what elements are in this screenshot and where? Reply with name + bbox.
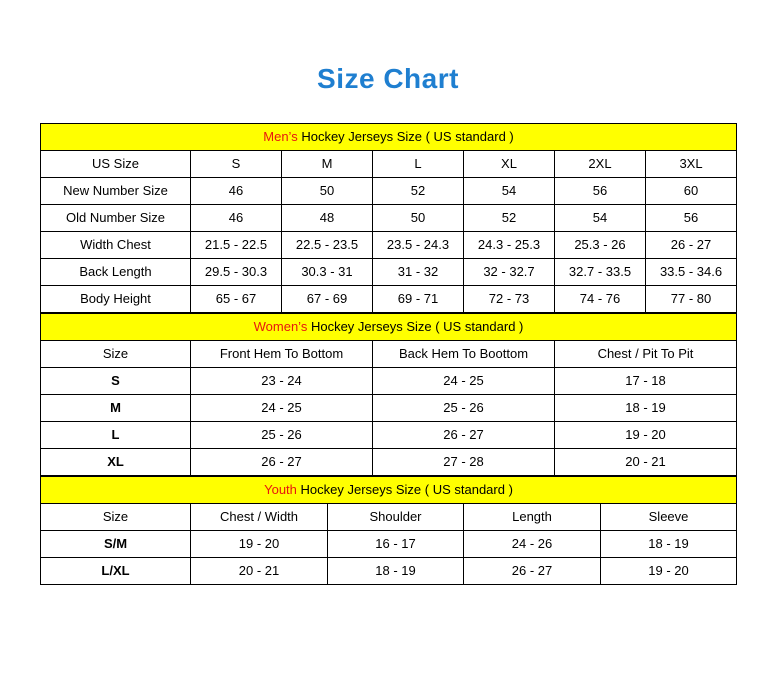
table-cell: 65 - 67 xyxy=(191,285,282,312)
mens-col-header: XL xyxy=(464,150,555,177)
womens-size-table xyxy=(40,313,737,476)
womens-section-header-rest: Hockey Jerseys Size ( US standard ) xyxy=(307,319,524,335)
table-cell: 16 - 17 xyxy=(328,530,464,557)
row-label: Back Length xyxy=(41,258,191,285)
mens-col-header: US Size xyxy=(41,150,191,177)
row-label: S xyxy=(41,367,191,394)
table-cell: 18 - 19 xyxy=(555,394,737,421)
table-cell: 33.5 - 34.6 xyxy=(646,258,737,285)
table-cell: 23.5 - 24.3 xyxy=(373,231,464,258)
womens-col-header: Chest / Pit To Pit xyxy=(555,340,737,367)
row-label: L/XL xyxy=(41,557,191,584)
table-cell: 24 - 26 xyxy=(464,530,601,557)
table-cell: 31 - 32 xyxy=(373,258,464,285)
womens-col-header: Back Hem To Boottom xyxy=(373,340,555,367)
table-cell: 72 - 73 xyxy=(464,285,555,312)
table-cell: 69 - 71 xyxy=(373,285,464,312)
table-section-header-row xyxy=(41,476,737,503)
table-cell: 20 - 21 xyxy=(555,448,737,475)
table-cell: 22.5 - 23.5 xyxy=(282,231,373,258)
table-cell: 46 xyxy=(191,177,282,204)
table-cell: 17 - 18 xyxy=(555,367,737,394)
size-chart-tables xyxy=(40,123,736,585)
table-cell: 32 - 32.7 xyxy=(464,258,555,285)
table-cell: 52 xyxy=(464,204,555,231)
table-cell: 23 - 24 xyxy=(191,367,373,394)
mens-col-header: S xyxy=(191,150,282,177)
table-cell: 19 - 20 xyxy=(555,421,737,448)
mens-section-header-rest: Hockey Jerseys Size ( US standard ) xyxy=(297,129,514,145)
table-cell: 46 xyxy=(191,204,282,231)
youth-col-header: Length xyxy=(464,503,601,530)
table-section-header-row xyxy=(41,123,737,150)
table-row xyxy=(41,530,737,557)
table-section-header-row xyxy=(41,313,737,340)
table-cell: 56 xyxy=(555,177,646,204)
mens-col-header: 2XL xyxy=(555,150,646,177)
mens-col-header: L xyxy=(373,150,464,177)
row-label: L xyxy=(41,421,191,448)
table-cell: 20 - 21 xyxy=(191,557,328,584)
table-cell: 27 - 28 xyxy=(373,448,555,475)
table-row xyxy=(41,394,737,421)
womens-section-header-accent: Women’s xyxy=(253,319,308,335)
youth-section-header-rest: Hockey Jerseys Size ( US standard ) xyxy=(296,482,513,498)
table-row xyxy=(41,421,737,448)
table-header-row xyxy=(41,503,737,530)
table-row xyxy=(41,285,737,312)
table-cell: 24 - 25 xyxy=(373,367,555,394)
table-cell: 67 - 69 xyxy=(282,285,373,312)
youth-col-header: Sleeve xyxy=(601,503,737,530)
table-cell: 56 xyxy=(646,204,737,231)
mens-size-table xyxy=(40,123,737,313)
page-title: Size Chart xyxy=(317,63,459,94)
row-label: Body Height xyxy=(41,285,191,312)
womens-col-header: Size xyxy=(41,340,191,367)
table-cell: 26 - 27 xyxy=(464,557,601,584)
youth-col-header: Chest / Width xyxy=(191,503,328,530)
table-header-row xyxy=(41,150,737,177)
row-label: Width Chest xyxy=(41,231,191,258)
table-cell: 50 xyxy=(282,177,373,204)
mens-section-header xyxy=(41,123,737,150)
table-cell: 25.3 - 26 xyxy=(555,231,646,258)
youth-col-header: Shoulder xyxy=(328,503,464,530)
womens-section-header xyxy=(41,313,737,340)
table-cell: 30.3 - 31 xyxy=(282,258,373,285)
table-cell: 19 - 20 xyxy=(601,557,737,584)
table-cell: 50 xyxy=(373,204,464,231)
table-cell: 18 - 19 xyxy=(328,557,464,584)
table-cell: 29.5 - 30.3 xyxy=(191,258,282,285)
mens-col-header: M xyxy=(282,150,373,177)
table-cell: 54 xyxy=(555,204,646,231)
table-row xyxy=(41,231,737,258)
table-cell: 32.7 - 33.5 xyxy=(555,258,646,285)
row-label: M xyxy=(41,394,191,421)
table-cell: 74 - 76 xyxy=(555,285,646,312)
table-cell: 25 - 26 xyxy=(191,421,373,448)
table-cell: 19 - 20 xyxy=(191,530,328,557)
womens-col-header: Front Hem To Bottom xyxy=(191,340,373,367)
table-cell: 77 - 80 xyxy=(646,285,737,312)
mens-col-header: 3XL xyxy=(646,150,737,177)
table-cell: 26 - 27 xyxy=(646,231,737,258)
youth-section-header xyxy=(41,476,737,503)
table-cell: 26 - 27 xyxy=(373,421,555,448)
table-cell: 54 xyxy=(464,177,555,204)
table-cell: 26 - 27 xyxy=(191,448,373,475)
table-cell: 24.3 - 25.3 xyxy=(464,231,555,258)
table-cell: 60 xyxy=(646,177,737,204)
row-label: S/M xyxy=(41,530,191,557)
table-cell: 24 - 25 xyxy=(191,394,373,421)
table-cell: 18 - 19 xyxy=(601,530,737,557)
table-cell: 48 xyxy=(282,204,373,231)
youth-size-table xyxy=(40,476,737,585)
table-row xyxy=(41,177,737,204)
youth-section-header-accent: Youth xyxy=(264,482,297,498)
row-label: Old Number Size xyxy=(41,204,191,231)
table-row xyxy=(41,204,737,231)
youth-col-header: Size xyxy=(41,503,191,530)
table-header-row xyxy=(41,340,737,367)
table-cell: 21.5 - 22.5 xyxy=(191,231,282,258)
table-row xyxy=(41,448,737,475)
table-cell: 52 xyxy=(373,177,464,204)
table-row xyxy=(41,258,737,285)
row-label: XL xyxy=(41,448,191,475)
table-cell: 25 - 26 xyxy=(373,394,555,421)
mens-section-header-accent: Men’s xyxy=(263,129,298,145)
table-row xyxy=(41,367,737,394)
table-row xyxy=(41,557,737,584)
row-label: New Number Size xyxy=(41,177,191,204)
